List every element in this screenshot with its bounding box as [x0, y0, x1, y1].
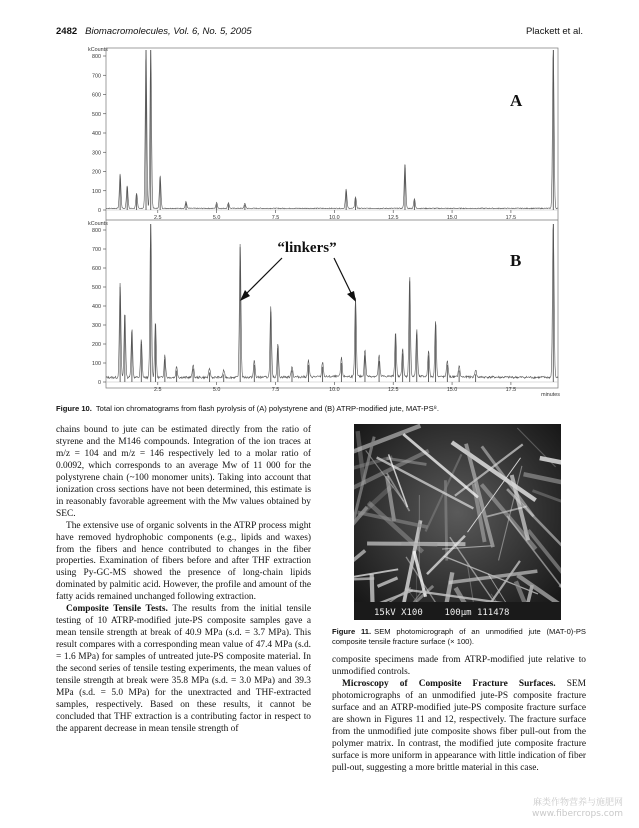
panel-b-ytick-label: 0: [98, 380, 101, 386]
header-left: [56, 26, 252, 37]
section-heading-microscopy: Microscopy of Composite Fracture Surfaces.: [342, 678, 556, 689]
right-text-column: [332, 655, 586, 775]
panel-b-y-unit: kCounts: [88, 221, 108, 227]
panel-a-xtick-label: 7.5: [271, 215, 280, 221]
paragraph-solvents: The extensive use of organic solvents in the ATRP process might have removed hydrophobic components (e.g., lipids and waxes) from the fibers and hence contributed to changes in the fiber properties. Examination of fibers before and after THF extraction using Py-GC-MS showed the presence of long-chain lipids dominated by palmitic acid. However, the profile and amount of the fatty acids remained unchanged following extraction.: [56, 520, 311, 603]
panel-a-xtick-label: 2.5: [154, 215, 162, 221]
panel-a-ytick-label: 700: [92, 73, 101, 80]
journal-citation: Biomacromolecules, Vol. 6, No. 5, 2005: [85, 26, 252, 37]
paragraph-tensile-tests: [56, 604, 311, 735]
panel-b-ytick-label: 700: [92, 247, 101, 253]
figure-10-caption-text: Total ion chromatograms from flash pyrolysis of (A) polystyrene and (B) ATRP-modified jute, MAT-PS⁸.: [95, 404, 439, 413]
figure-10-caption: [56, 404, 586, 414]
panel-b-ytick-label: 300: [92, 323, 101, 329]
panel-b-xtick-label: 5.0: [212, 387, 221, 393]
figure-10-caption-label: Figure 10.: [56, 404, 92, 413]
panel-a-ytick-label: 400: [92, 131, 101, 137]
left-text-column: [56, 425, 311, 736]
watermark: [532, 798, 623, 820]
panel-a-ytick-label: 0: [98, 208, 101, 214]
panel-b-ytick-label: 400: [92, 304, 101, 310]
header-authors: Plackett et al.: [525, 26, 583, 37]
linkers-arrowhead-right: [347, 291, 356, 302]
panel-b-ytick-label: 500: [92, 285, 101, 291]
page-header: [0, 26, 639, 40]
panel-b-xtick-label: 17.5: [505, 387, 517, 393]
paragraph-ion-traces: chains bound to jute can be estimated directly from the ratio of styrene and the M146 compounds. Integration of the ion traces at m/z = 104 and m/z = 146 respectively led to a molar ratio of 0.0092, which corresponds to an average Mw of 11 000 for the polystyrene chain (~100 monomer units). Taking into account that ionization cross sections have not been determined, this estimate is in reasonably favorable agreement with the Mw values obtained by SEC.: [56, 425, 311, 519]
chromatogram-svg: [60, 44, 590, 406]
panel-a-ytick-label: 600: [92, 92, 101, 99]
fiber-texture: [401, 543, 437, 544]
panel-a-ytick-label: 800: [92, 54, 101, 60]
panel-b-label: B: [510, 251, 522, 270]
figure-11-caption: [332, 627, 586, 647]
paragraph-tensile-text: The results from the initial tensile testing of 10 ATRP-modified jute-PS composite samples gave a mean tensile strength at break of 40.9 MPa (s.d. = 3.7 MPa). This result compares with a corresponding mean value of 47.4 MPa (s.d. = 1.6 MPa) for samples of untreated jute-PS composite material. In the second series of tensile testing experiments, the mean values of tensile strength at break were 35.8 MPa (s.d. = 3.0 MPa) and 39.3 MPa (s.d. = 5.0 MPa) for the unextracted and THF-extracted samples, respectively. Based on these results, it cannot be concluded that THF extraction is a contributing factor in respect to the apparent decrease in mean tensile strength of: [56, 604, 312, 734]
panel-b-ytick-label: 800: [92, 228, 101, 234]
figure-10-chromatograms: [60, 44, 590, 406]
panel-a-xtick-label: 15.0: [446, 215, 458, 221]
panel-b-ytick-label: 600: [92, 266, 101, 272]
section-heading-tensile: Composite Tensile Tests.: [66, 604, 168, 615]
panel-a-ytick-label: 500: [92, 111, 101, 118]
figure-11-caption-text: SEM photomicrograph of an unmodified jute (MAT-0)-PS composite tensile fracture surface (× 100).: [332, 627, 586, 646]
panel-b-xtick-label: 2.5: [154, 387, 162, 393]
watermark-line-2: www.fibercrops.com: [532, 809, 623, 819]
panel-b-ytick-label: 200: [92, 342, 101, 348]
watermark-line-1: 麻类作物营养与施肥网: [532, 798, 623, 808]
x-axis-unit: minutes: [541, 392, 560, 398]
panel-b-ytick-label: 100: [92, 361, 101, 367]
panel-a-ytick-label: 200: [92, 169, 101, 176]
panel-b-xtick-label: 10.0: [329, 387, 340, 393]
panel-a-xtick-label: 12.5: [387, 215, 399, 221]
linkers-arrow-left: [243, 258, 282, 297]
panel-a-label: A: [510, 91, 523, 110]
panel-b-xtick-label: 7.5: [271, 387, 280, 393]
linkers-arrow-right: [334, 258, 353, 297]
panel-a-xtick-label: 10.0: [329, 215, 340, 221]
panel-a-xtick-label: 5.0: [212, 215, 221, 221]
sem-micrograph: [354, 424, 561, 620]
panel-a-y-unit: kCounts: [88, 47, 108, 53]
page-number: 2482: [56, 26, 78, 37]
micrograph-scale-text: 15kV X100 100µm 111478: [374, 608, 510, 618]
sem-micrograph-image: [354, 424, 561, 620]
paragraph-microscopy: [332, 679, 586, 775]
panel-a-ytick-label: 100: [92, 188, 101, 195]
panel-a-trace: [106, 50, 558, 209]
panel-a-xtick-label: 17.5: [505, 215, 517, 221]
panel-a-ytick-label: 300: [92, 150, 101, 157]
panel-b-xtick-label: 12.5: [387, 387, 399, 393]
paragraph-microscopy-text: SEM photomicrographs of an unmodified jute-PS composite fracture surface and an ATRP-modified jute-PS composite fracture surface are shown in Figures 11 and 12, respectively. The fracture surface from the unmodified jute composite shows fiber pull-out from the polymer matrix. In contrast, the modified jute composite fracture surface is more uniform in appearance with little indication of fiber pull-out, suggesting a more brittle material in this case.: [332, 678, 586, 773]
linkers-annotation: “linkers”: [277, 240, 337, 256]
figure-11-caption-label: Figure 11.: [332, 627, 372, 636]
paragraph-composite-specimens: composite specimens made from ATRP-modified jute relative to unmodified controls.: [332, 655, 586, 677]
panel-b-xtick-label: 15.0: [446, 387, 458, 393]
